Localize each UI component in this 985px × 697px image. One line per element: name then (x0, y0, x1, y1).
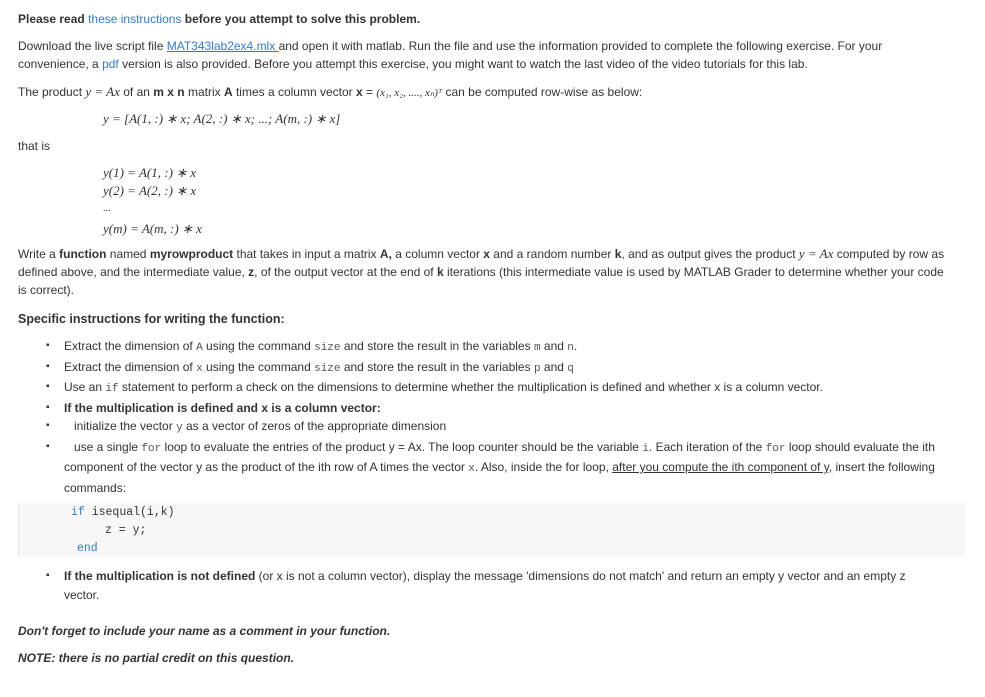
equation-row-1: y(1) = A(1, :) ∗ x (103, 165, 197, 180)
name-comment-note: Don't forget to include your name as a comment in your function. (18, 624, 391, 638)
product-line: The product y = Ax of an m x n matrix A times a column vector x = (x₁, x₂, ...., xₙ)ᵀ can be computed row-wise as below: (18, 84, 643, 99)
code-line-1: isequal(i,k) (84, 506, 175, 519)
code-line-2: z = y; (105, 524, 147, 537)
list-item: ▪ If the multiplication is not defined (or x is not a column vector), display the message 'dimensions do not match' and return an empty y vector and an empty z vector. (46, 567, 936, 604)
list-item: ▪ If the multiplication is defined and x is a column vector: (46, 399, 946, 418)
no-partial-credit-note: NOTE: there is no partial credit on this question. (18, 651, 295, 665)
code-keyword-if: if (71, 506, 85, 519)
instructions-list (46, 337, 946, 497)
code-block (18, 503, 965, 557)
that-is-label: that is (18, 139, 51, 153)
equation-row-2: y(2) = A(2, :) ∗ x (103, 183, 197, 198)
instructions-link[interactable]: these instructions (88, 12, 182, 26)
list-item: ▪ Use an if statement to perform a check on the dimensions to determine whether the multiplication is defined and whether x is a column vector. (46, 378, 946, 399)
pdf-link[interactable]: pdf (102, 57, 119, 71)
intro-paragraph: Download the live script file MAT343lab2ex4.mlx and open it with matlab. Run the file and use the information provided to complete the following exercise. For your convenience, a pdf version is also provided. Before you attempt this exercise, you might want to watch the last video of the video tutorials for this lab. (18, 39, 883, 71)
write-function-paragraph: Write a function named myrowproduct that takes in input a matrix A, a column vector x and a random number k, and as output gives the product y = Ax computed by row as defined above, and the intermediate value, z, of the output vector at the end of k iterations (this intermediate value is used by MATLAB Grader to determine whether your code is correct). (18, 246, 945, 297)
list-item: ▪ use a single for loop to evaluate the entries of the product y = Ax. The loop counter should be the variable i. Each iteration of the for loop should evaluate the ith component of the vector y as the product of the ith row of A times the vector x. Also, inside the for loop, after you compute the ith component of y, insert the following commands: (46, 438, 946, 498)
code-keyword-end: end (77, 542, 98, 555)
list-item: ▪ Extract the dimension of x using the command size and store the result in the variables p and q (46, 358, 946, 379)
list-item: ▪ initialize the vector y as a vector of zeros of the appropriate dimension (46, 417, 946, 438)
header-line: Please read these instructions before you attempt to solve this problem. (18, 12, 421, 26)
equation-ellipsis: ... (103, 203, 111, 214)
equation-row-m: y(m) = A(m, :) ∗ x (103, 221, 202, 236)
list-item: ▪ Extract the dimension of A using the command size and store the result in the variables m and n. (46, 337, 946, 358)
not-defined-list (46, 567, 936, 604)
live-script-link[interactable]: MAT343lab2ex4.mlx (166, 39, 279, 53)
row-product-formula: y = [A(1, :) ∗ x; A(2, :) ∗ x; ...; A(m, :) ∗ x] (103, 111, 341, 126)
specific-instructions-heading: Specific instructions for writing the function: (18, 312, 285, 326)
